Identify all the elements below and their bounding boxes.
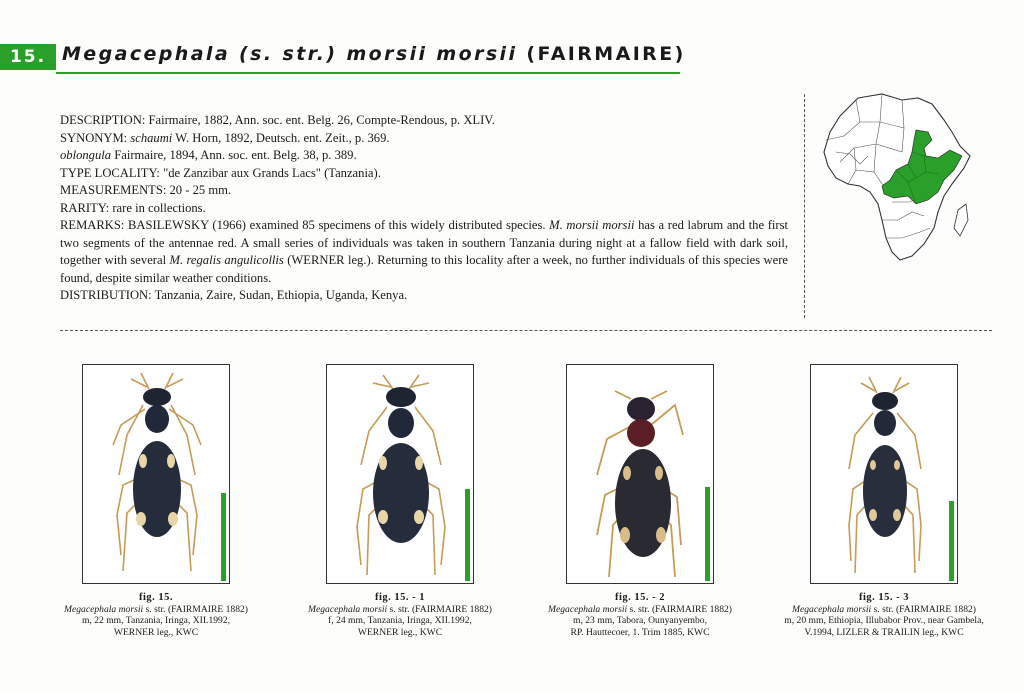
caption-collector: V.1994, LIZLER & TRAILIN leg., KWC xyxy=(804,626,964,638)
synonym-line-1: SYNONYM: schaumi W. Horn, 1892, Deutsch. ent. Zeit., p. 369. xyxy=(60,130,390,145)
distribution-line: DISTRIBUTION: Tanzania, Zaire, Sudan, Ethiopia, Uganda, Kenya. xyxy=(60,288,408,302)
scale-bar xyxy=(465,489,470,581)
figure-label: fig. 15. - 3 xyxy=(858,592,910,603)
beetle-icon xyxy=(567,365,715,585)
caption-collector: RP. Hauttecoer, 1. Trim 1885, KWC xyxy=(570,626,710,638)
figure-caption-3 xyxy=(525,592,755,638)
figure-label: fig. 15. - 2 xyxy=(614,592,666,603)
caption-species: Megacephala morsii s. str. (FAIRMAIRE 1882) xyxy=(548,603,732,615)
caption-data: m, 23 mm, Tabora, Ounyanyembo, xyxy=(573,615,707,627)
horizontal-divider xyxy=(60,330,992,331)
figure-label: fig. 15. - 1 xyxy=(374,592,426,603)
scale-bar xyxy=(949,501,954,581)
species-description xyxy=(60,112,788,305)
title-underline xyxy=(56,72,680,74)
species-number: 15. xyxy=(0,44,56,70)
specimen-photo-3 xyxy=(566,364,714,584)
species-header xyxy=(0,40,686,74)
remarks-paragraph: REMARKS: BASILEWSKY (1966) examined 85 specimens of this widely distributed species. M. morsii morsii has a red labrum and the first two segments of the antennae red. A small series of individuals was taken in southern Tanzania during night at a fallow field with dark soil, together with several M. regalis angulicollis (WERNER leg.). Returning to this locality after a week, no further individuals of this species were found, despite similar weather conditions. xyxy=(60,218,789,285)
scale-bar xyxy=(705,487,710,581)
species-title xyxy=(62,43,686,65)
beetle-icon xyxy=(83,365,231,585)
species-title-name: Megacephala (s. str.) morsii morsii xyxy=(62,43,518,65)
caption-data: m, 20 mm, Ethiopia, Illubabor Prov., near Gambela, xyxy=(784,615,984,627)
scale-bar xyxy=(221,493,226,581)
africa-distribution-map-icon xyxy=(820,92,980,262)
caption-data: m, 22 mm, Tanzania, Iringa, XII.1992, xyxy=(81,615,231,627)
measurements-line: MEASUREMENTS: 20 - 25 mm. xyxy=(60,183,232,197)
type-locality-line: TYPE LOCALITY: "de Zanzibar aux Grands Lacs" (Tanzania). xyxy=(60,165,381,180)
caption-species: Megacephala morsii s. str. (FAIRMAIRE 1882) xyxy=(792,603,976,615)
figure-caption-4 xyxy=(769,592,999,638)
beetle-icon xyxy=(811,365,959,585)
figure-caption-2 xyxy=(285,592,515,638)
rarity-line: RARITY: rare in collections. xyxy=(60,200,206,215)
beetle-icon xyxy=(327,365,475,585)
caption-collector: WERNER leg., KWC xyxy=(113,626,199,638)
figure-caption-1 xyxy=(41,592,271,638)
figure-label: fig. 15. xyxy=(138,592,174,603)
species-title-author: (FAIRMAIRE) xyxy=(526,43,686,65)
specimen-photo-1 xyxy=(82,364,230,584)
vertical-divider xyxy=(804,94,805,318)
caption-collector: WERNER leg., KWC xyxy=(357,626,443,638)
caption-species: Megacephala morsii s. str. (FAIRMAIRE 1882) xyxy=(64,603,248,615)
specimen-photo-4 xyxy=(810,364,958,584)
synonym-line-2: oblongula Fairmaire, 1894, Ann. soc. ent. Belg. 38, p. 389. xyxy=(60,148,357,162)
specimen-photo-2 xyxy=(326,364,474,584)
caption-species: Megacephala morsii s. str. (FAIRMAIRE 1882) xyxy=(308,603,492,615)
caption-data: f, 24 mm, Tanzania, Iringa, XII.1992, xyxy=(328,615,472,627)
description-line: DESCRIPTION: Fairmaire, 1882, Ann. soc. ent. Belg. 26, Compte-Rendous, p. XLIV. xyxy=(60,113,495,127)
